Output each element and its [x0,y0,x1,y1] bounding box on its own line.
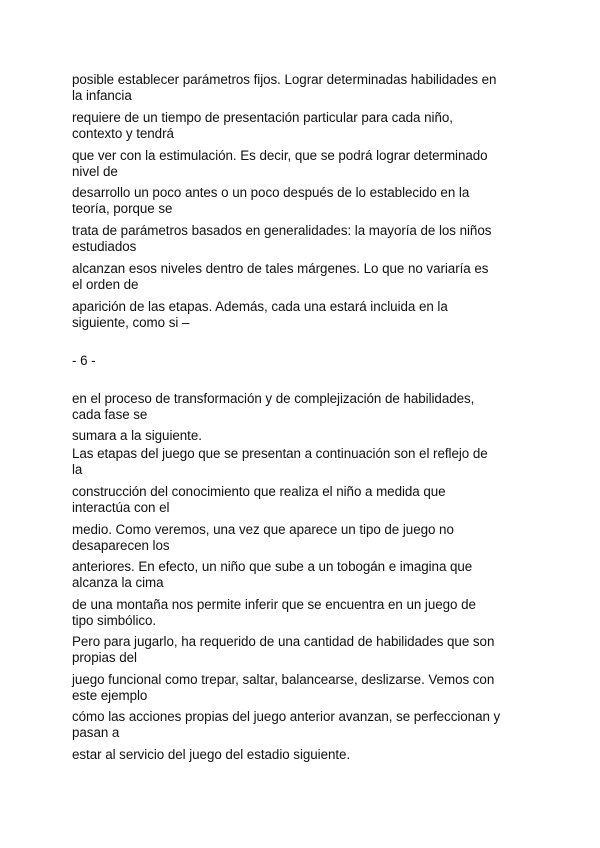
text-line: estar al servicio del juego del estadio siguiente. [72,747,351,762]
text-line: este ejemplo [72,688,148,703]
text-line: cada fase se [72,407,148,422]
text-line: en el proceso de transformación y de complejización de habilidades, [72,391,475,406]
text-line: propias del [72,650,137,665]
text-line: construcción del conocimiento que realiza el niño a medida que [72,484,446,499]
text-line: desarrollo un poco antes o un poco después de lo establecido en la [72,185,470,200]
text-line: sumara a la siguiente. [72,428,202,443]
text-line: cómo las acciones propias del juego anterior avanzan, se perfeccionan y [72,709,501,724]
text-line: trata de parámetros basados en generalidades: la mayoría de los niños [72,223,492,238]
text-line: teoría, porque se [72,201,173,216]
text-line: contexto y tendrá [72,126,174,141]
text-line: que ver con la estimulación. Es decir, que se podrá lograr determinado [72,148,488,163]
text-line: desaparecen los [72,538,170,553]
text-line: interactúa con el [72,500,170,515]
text-line: Las etapas del juego que se presentan a continuación son el reflejo de [72,446,488,461]
text-line: anteriores. En efecto, un niño que sube a un tobogán e imagina que [72,559,473,574]
page-number: - 6 - [72,353,96,368]
text-line: nivel de [72,164,118,179]
text-line: la [72,462,83,477]
text-line: posible establecer parámetros fijos. Lograr determinadas habilidades en [72,72,497,87]
text-line: tipo simbólico. [72,613,157,628]
text-line: estudiados [72,239,137,254]
text-line: requiere de un tiempo de presentación particular para cada niño, [72,110,453,125]
text-line: el orden de [72,277,139,292]
text-line: la infancia [72,88,132,103]
text-line: juego funcional como trepar, saltar, balancearse, deslizarse. Vemos con [72,672,495,687]
text-line: medio. Como veremos, una vez que aparece un tipo de juego no [72,522,454,537]
text-line: Pero para jugarlo, ha requerido de una cantidad de habilidades que son [72,634,495,649]
text-line: pasan a [72,725,120,740]
text-line: alcanzan esos niveles dentro de tales márgenes. Lo que no variaría es [72,261,489,276]
text-line: de una montaña nos permite inferir que se encuentra en un juego de [72,597,476,612]
text-line: alcanza la cima [72,575,164,590]
text-line: aparición de las etapas. Además, cada una estará incluida en la [72,299,448,314]
text-line: siguiente, como si – [72,315,190,330]
